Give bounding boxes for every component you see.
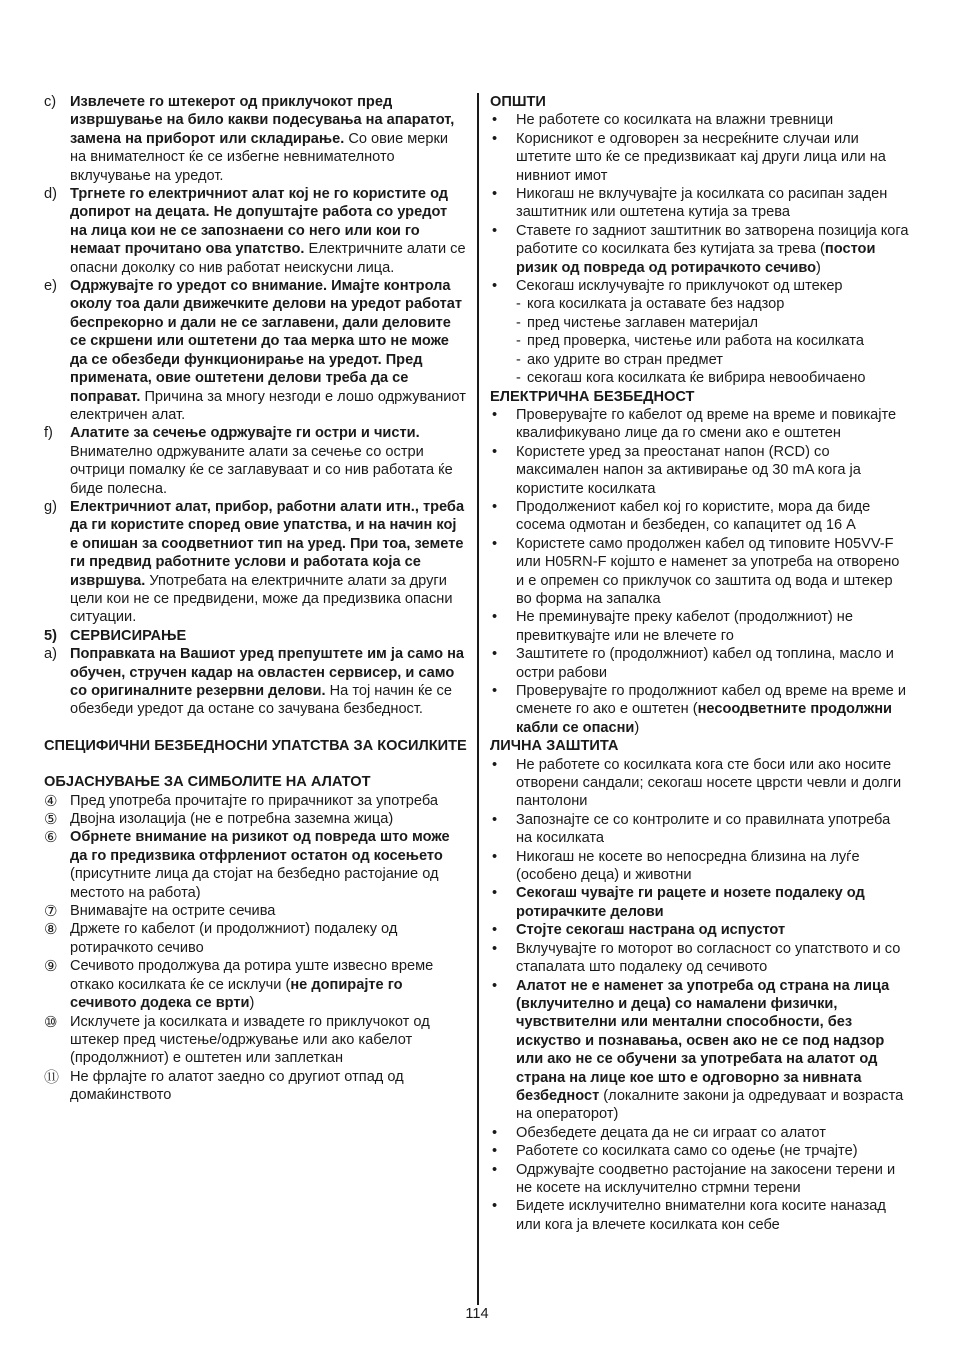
specific-safety-heading: СПЕЦИФИЧНИ БЕЗБЕДНОСНИ УПАТСТВА ЗА КОСИЛКИТЕ: [44, 737, 467, 754]
sub-item: [490, 351, 910, 369]
body-text: Никогаш не косете во непосредна близина на луѓе (особено деца) и животни: [516, 848, 860, 884]
personal-list: [490, 756, 910, 1235]
dash-icon: -: [516, 333, 521, 350]
body-text: Не преминувајте преку кабелот (продолжниот) не превиткувајте или не влечете го: [516, 609, 853, 644]
right-column: [490, 93, 910, 1234]
bullet-icon: •: [492, 112, 498, 129]
bullet-item: [490, 1124, 910, 1142]
body-text: Проверувајте го продолжниот кабел од време на време и сменете го ако е оштетен (: [516, 683, 906, 718]
body-text: Одржувајте соодветно растојание на закосени терени и не косете на исклучително стрмни терени: [516, 1161, 896, 1196]
body-text: Исклучете ја косилката и извадете го приклучокот од штекер пред чистење/одржување или ако кабелот (продолжниот) е оштетен или заплеткан: [70, 1013, 430, 1067]
item-text: [516, 130, 910, 185]
body-text: ): [249, 995, 255, 1012]
dash-icon: -: [516, 296, 521, 313]
body-text: Двојна изолација (не е потребна заземна жица): [70, 811, 394, 828]
item-text: [516, 277, 910, 295]
bold-text: несоодветните продолжни кабли се опасни: [516, 701, 892, 736]
bullet-icon: •: [492, 535, 498, 552]
list-marker: ⑦: [44, 902, 58, 921]
item-text: [516, 498, 910, 535]
list-item: [44, 645, 468, 719]
bullet-item: [490, 1197, 910, 1234]
body-text: Користете само продолжен кабел од типовите H05VV-F или H05RN-F којшто е наменет за употреба на отворено и е опремен со приклучок со заштита од вода и штекер во форма на запалка: [516, 535, 900, 607]
bold-text: Електричниот алат, прибор, работни алати итн., треба да ги користите според овие упатства, и на начин кој е опишан за соодветниот тип на уред. При тоа, земете ги предвид работните услови и работата која се извршува.: [70, 498, 465, 589]
bullet-item: [490, 682, 910, 737]
item-text: [516, 1161, 910, 1198]
bullet-item: [490, 277, 910, 295]
list-item: [44, 424, 468, 498]
item-text: [516, 977, 910, 1124]
bullet-icon: •: [492, 186, 498, 203]
list-item: [44, 498, 468, 627]
instruction-list: [44, 93, 468, 627]
item-text: [516, 884, 910, 921]
item-text: [516, 940, 910, 977]
bullet-item: [490, 848, 910, 885]
item-text: [70, 93, 468, 185]
personal-heading: ЛИЧНА ЗАШТИТА: [490, 738, 619, 755]
item-text: [516, 921, 910, 939]
item-text: [516, 1124, 910, 1142]
bullet-icon: •: [492, 922, 498, 939]
bullet-item: [490, 921, 910, 939]
body-text: Не работете со косилката на влажни тревници: [516, 112, 834, 129]
item-text: [516, 756, 910, 811]
sub-item-text: ако удрите во стран предмет: [527, 351, 723, 368]
item-text: [516, 1197, 910, 1234]
symbol-item: [44, 792, 468, 810]
list-marker: d): [44, 186, 57, 203]
bold-text: Извлечете го штекерот од приклучокот пред извршување на било какви подесувања на апаратот, замена на приборот или складирање.: [70, 94, 455, 147]
sub-item-text: пред проверка, чистење или работа на косилката: [527, 333, 864, 350]
bullet-item: [490, 111, 910, 129]
body-text: Причина за многу незгоди е лошо одржуваниот електричен алат.: [70, 388, 466, 423]
bullet-item: [490, 645, 910, 682]
body-text: Секогаш исклучувајте го приклучокот од штекер: [516, 278, 843, 295]
sub-item: [490, 369, 910, 387]
list-marker: f): [44, 425, 53, 442]
bullet-icon: •: [492, 811, 498, 828]
item-text: [516, 111, 910, 129]
body-text: Внимателно одржуваните алати за сечење со остри очтрици помалку ќе се заглавуваат и со нив работата ќе биде полесна.: [70, 443, 453, 497]
item-text: [70, 1013, 468, 1068]
list-item: [44, 185, 468, 277]
bullet-icon: •: [492, 222, 498, 239]
list-item: [44, 93, 468, 185]
list-marker: ⑧: [44, 920, 58, 939]
dash-icon: -: [516, 351, 521, 368]
item-text: [70, 902, 468, 920]
service-item: [44, 645, 468, 719]
bullet-icon: •: [492, 609, 498, 626]
bullet-item: [490, 406, 910, 443]
body-text: Бидете исклучително внимателни кога косите наназад или кога ја влечете косилката кон себе: [516, 1198, 886, 1233]
item-text: [516, 1142, 910, 1160]
item-text: [70, 957, 468, 1012]
list-marker: 5): [44, 627, 57, 644]
bullet-item: [490, 940, 910, 977]
body-text: Користете уред за преостанат напон (RCD) со максимален напон за активирање од 30 mA кога ја користите косилката: [516, 443, 861, 497]
item-text: [516, 443, 910, 498]
item-text: [516, 645, 910, 682]
bullet-icon: •: [492, 443, 498, 460]
item-text: [516, 848, 910, 885]
bullet-icon: •: [492, 756, 498, 773]
bullet-icon: •: [492, 278, 498, 295]
body-text: Заштитете го (продолжниот) кабел од топлина, масло и остри рабови: [516, 646, 894, 681]
sub-item: [490, 314, 910, 332]
body-text: Внимавајте на острите сечива: [70, 903, 276, 920]
bullet-icon: •: [492, 885, 498, 902]
symbol-item: [44, 1013, 468, 1068]
item-text: [516, 811, 910, 848]
list-marker: ⑨: [44, 957, 58, 976]
bold-text: Тргнете го електричниот алат кој не го користите од допирот на децата. Не допуштајте работа со уредот на лица кои не се запознаени со него или кои го немаат прочитано ова упатство.: [70, 186, 449, 258]
body-text: Сечивото продолжува да ротира уште извесно време откако косилката ќе се исклучи (: [70, 958, 434, 993]
list-marker: c): [44, 94, 57, 110]
sub-item: [490, 295, 910, 313]
general-heading: ОПШТИ: [490, 94, 546, 110]
bullet-item: [490, 130, 910, 185]
item-text: [70, 810, 468, 828]
body-text: Продолжениот кабел кој го користите, мора да биде сосема одмотан и безбеден, со капацитет од 16 A: [516, 498, 871, 534]
item-text: [516, 222, 910, 277]
body-text: (локалните закони ја одредуваат и возраста на операторот): [516, 1087, 904, 1123]
symbol-item: [44, 957, 468, 1012]
bullet-icon: •: [492, 1198, 498, 1215]
body-text: На тој начин ќе се обезбеди уредот да остане со зачувана безбедност.: [70, 683, 452, 718]
bold-text: Стојте секогаш настрана од испустот: [516, 922, 786, 939]
bullet-icon: •: [492, 848, 498, 865]
item-text: [516, 682, 910, 737]
item-text: [70, 920, 468, 957]
body-text: Запознајте се со контролите и со правилната употреба на косилката: [516, 811, 891, 847]
bullet-item: [490, 443, 910, 498]
bullet-icon: •: [492, 1143, 498, 1160]
sub-item-text: пред чистење заглавен материјал: [527, 314, 758, 331]
body-text: Држете го кабелот (и продолжниот) подалеку од ротирачкото сечиво: [70, 921, 398, 956]
list-marker: ⑩: [44, 1012, 58, 1031]
item-text: [70, 645, 468, 719]
symbol-item: [44, 828, 468, 902]
bullet-item: [490, 884, 910, 921]
body-text: Не работете со косилката кога сте боси или ако носите отворени сандали; секогаш носете цврсти чевли и долги пантолони: [516, 756, 902, 810]
body-text: Пред употреба прочитајте го прирачникот за употреба: [70, 792, 438, 809]
body-text: Со овие мерки на внимателност ќе се избегне невнимателното вклучување на уредот.: [70, 130, 449, 184]
list-marker: e): [44, 278, 57, 295]
list-marker: ⑤: [44, 810, 58, 829]
list-marker: a): [44, 646, 57, 663]
item-text: [70, 424, 468, 498]
body-text: Ставете го задниот заштитник во затворена позиција кога работите со косилката без кутијата за трева (: [516, 222, 909, 258]
body-text: Вклучувајте го моторот во согласност со упатството и со стапалата што подалеку од сечивото: [516, 940, 901, 976]
bullet-icon: •: [492, 977, 498, 994]
bullet-item: [490, 498, 910, 535]
dash-icon: -: [516, 370, 521, 387]
column-divider: [477, 93, 479, 1305]
body-text: Употребата на електричните алати за други цели кои не се предвидени, може да предизвика опасни ситуации.: [70, 572, 453, 626]
item-text: [70, 498, 468, 627]
bullet-icon: •: [492, 498, 498, 515]
bullet-item: [490, 608, 910, 645]
left-column: [44, 93, 468, 1105]
bullet-item: [490, 811, 910, 848]
item-text: [516, 608, 910, 645]
item-text: [70, 277, 468, 424]
symbol-item: [44, 920, 468, 957]
body-text: Проверувајте го кабелот од време на време и повикајте квалификувано лице да го смени ако е оштетен: [516, 406, 897, 442]
bullet-item: [490, 977, 910, 1124]
list-item: [44, 277, 468, 424]
symbol-item: [44, 1068, 468, 1105]
item-text: [70, 828, 468, 902]
item-text: [70, 792, 468, 810]
bullet-item: [490, 535, 910, 609]
bold-text: Одржувајте го уредот со внимание. Имајте контрола околу тоа дали движечките делови на уредот работат беспрекорно и дали не се заглавени, дали деловите се скршени или оштетени до таа мерка што не може да се обезбеди функционирање на уредот. Пред примената, овие оштетени делови треба да се поправат.: [70, 278, 463, 405]
service-heading: [44, 627, 468, 645]
bold-text: Алатот не е наменет за употреба од страна на лица (вклучително и деца) со намалени физички, чувствителни или ментални способности, без искуство и познавања, освен ако не се под надзор или ако не се обучени за употребата на алатот од страна на лице кое што е одговорно за нивната безбедност: [516, 977, 890, 1104]
body-text: Електричните алати се опасни доколку со нив работат неискусни лица.: [70, 241, 466, 276]
general-list: [490, 111, 910, 387]
body-text: Корисникот е одговорен за несреќните случаи или штетите што ќе се предизвикаат кај други лица или на нивниот имот: [516, 130, 886, 184]
bold-text: Обрнете внимание на ризикот од повреда што може да го предизвика отфрлениот остатон од косењето: [70, 829, 450, 864]
section-heading: СЕРВИСИРАЊЕ: [70, 627, 187, 644]
sub-item: [490, 332, 910, 350]
symbol-item: [44, 810, 468, 828]
symbol-item: [44, 902, 468, 920]
bold-text: Секогаш чувајте ги рацете и нозете подалеку од ротирачките делови: [516, 885, 865, 920]
bold-text: Алатите за сечење одржувајте ги остри и чисти.: [70, 425, 420, 442]
body-text: Работете со косилката само со одење (не трчајте): [516, 1143, 858, 1160]
bold-text: не допирајте го сечивото додека се врти: [70, 976, 403, 1012]
body-text: ): [634, 719, 640, 736]
bullet-item: [490, 756, 910, 811]
bullet-icon: •: [492, 406, 498, 423]
bullet-icon: •: [492, 940, 498, 957]
bullet-icon: •: [492, 646, 498, 663]
body-text: Никогаш не вклучувајте ја косилката со расипан заден заштитник или оштетена кутија за трева: [516, 186, 888, 221]
list-marker: ⑪: [44, 1067, 60, 1086]
bold-text: Поправката на Вашиот уред препуштете им ја само на обучен, стручен кадар на овластен сервисер, и само со оригиналните резервни делови.: [70, 646, 465, 699]
item-text: [516, 535, 910, 609]
list-marker: g): [44, 498, 57, 515]
symbols-heading: ОБЈАСНУВАЊЕ ЗА СИМБОЛИТЕ НА АЛАТОТ: [44, 774, 371, 791]
bold-text: постои ризик од повреда од ротирачкото сечиво: [516, 241, 876, 276]
item-text: [70, 185, 468, 277]
bullet-item: [490, 222, 910, 277]
dash-icon: -: [516, 314, 521, 331]
sub-item-text: секогаш кога косилката ќе вибрира невообичаено: [527, 370, 866, 387]
body-text: (присутните лица да стојат на безбедно растојание од местото на работа): [70, 866, 439, 901]
body-text: Не фрлајте го алатот заедно со другиот отпад од домаќинството: [70, 1068, 404, 1104]
bullet-icon: •: [492, 130, 498, 147]
bullet-item: [490, 185, 910, 222]
bullet-icon: •: [492, 1161, 498, 1178]
symbols-list: [44, 792, 468, 1105]
body-text: ): [816, 259, 821, 276]
body-text: Обезбедете децата да не си играат со алатот: [516, 1124, 826, 1141]
item-text: [70, 1068, 468, 1105]
bullet-icon: •: [492, 1124, 498, 1141]
electrical-heading: ЕЛЕКТРИЧНА БЕЗБЕДНОСТ: [490, 388, 695, 405]
sub-item-text: кога косилката ја оставате без надзор: [527, 296, 785, 313]
page-number: 114: [465, 1306, 489, 1322]
item-text: [516, 406, 910, 443]
bullet-item: [490, 1161, 910, 1198]
electrical-list: [490, 406, 910, 737]
list-marker: ⑥: [44, 828, 58, 847]
bullet-icon: •: [492, 683, 498, 699]
bullet-item: [490, 1142, 910, 1160]
list-marker: ④: [44, 791, 58, 810]
item-text: [516, 185, 910, 222]
